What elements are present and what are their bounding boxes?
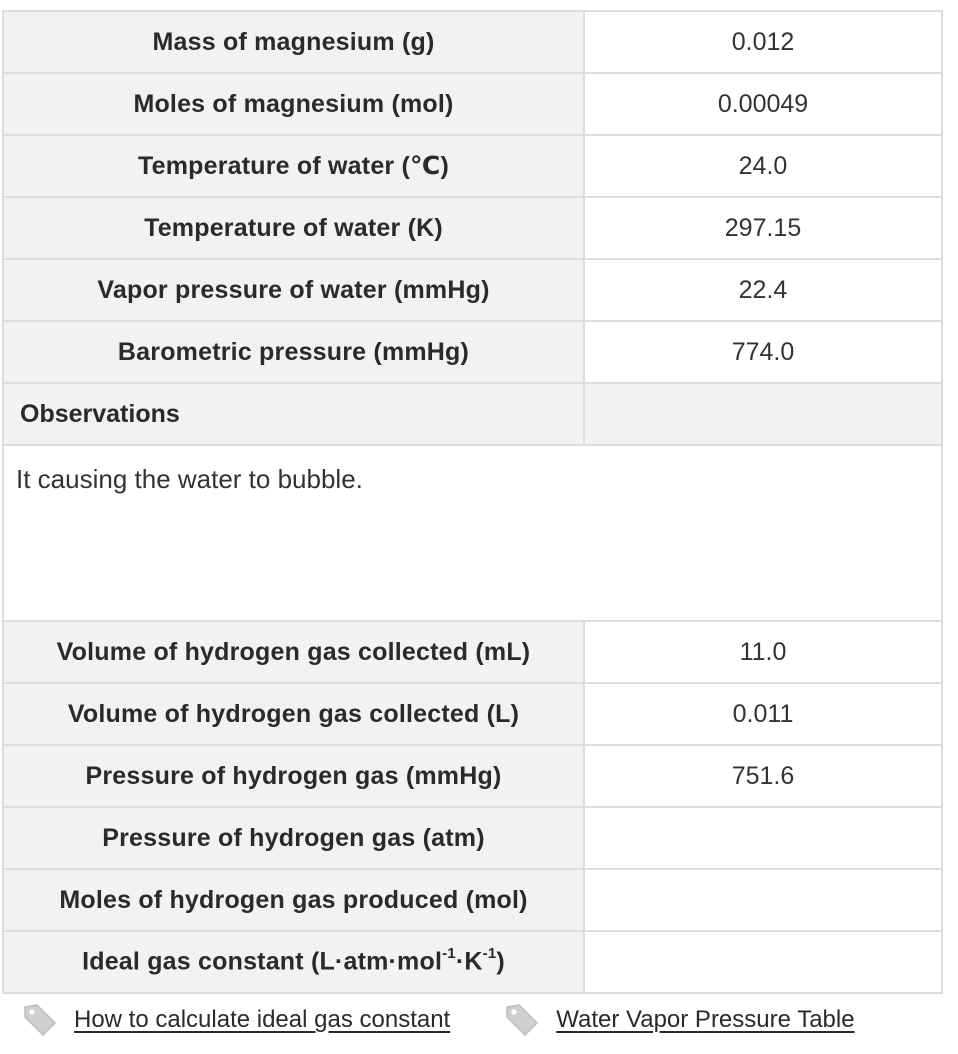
row-value <box>584 869 942 931</box>
table-row <box>3 135 942 197</box>
observations-text: It causing the water to bubble. <box>3 445 942 621</box>
table-row <box>3 259 942 321</box>
row-label: Barometric pressure (mmHg) <box>3 321 584 383</box>
lab-data-table <box>2 10 943 994</box>
row-label: Temperature of water (K) <box>3 197 584 259</box>
row-label: Moles of magnesium (mol) <box>3 73 584 135</box>
row-label: Pressure of hydrogen gas (mmHg) <box>3 745 584 807</box>
row-label: Mass of magnesium (g) <box>3 11 584 73</box>
gas-constant-exponent: -1 <box>482 945 497 963</box>
link-text[interactable]: How to calculate ideal gas constant <box>74 1006 451 1033</box>
link-water-vapor-table[interactable] <box>504 1002 854 1038</box>
related-links <box>22 1000 909 1040</box>
row-value: 11.0 <box>584 621 942 683</box>
table-row <box>3 683 942 745</box>
tag-icon <box>504 1002 540 1038</box>
table-row <box>3 621 942 683</box>
row-label: Pressure of hydrogen gas (atm) <box>3 807 584 869</box>
row-value: 0.012 <box>584 11 942 73</box>
row-label: Volume of hydrogen gas collected (L) <box>3 683 584 745</box>
row-label <box>3 931 584 993</box>
row-label: Volume of hydrogen gas collected (mL) <box>3 621 584 683</box>
row-value: 0.00049 <box>584 73 942 135</box>
table-row <box>3 11 942 73</box>
gas-constant-label-suffix: ) <box>496 947 505 976</box>
row-label: Vapor pressure of water (mmHg) <box>3 259 584 321</box>
table-row <box>3 807 942 869</box>
table-row <box>3 197 942 259</box>
row-value <box>584 931 942 993</box>
table-row <box>3 931 942 993</box>
row-value: 24.0 <box>584 135 942 197</box>
observations-row <box>3 445 942 621</box>
gas-constant-exponent: -1 <box>442 945 456 963</box>
table-row <box>3 745 942 807</box>
row-value: 751.6 <box>584 745 942 807</box>
table-row <box>3 73 942 135</box>
row-value: 774.0 <box>584 321 942 383</box>
row-value: 297.15 <box>584 197 942 259</box>
link-ideal-gas-constant[interactable] <box>22 1002 450 1038</box>
link-text[interactable]: Water Vapor Pressure Table <box>556 1006 855 1033</box>
tag-icon <box>22 1002 58 1038</box>
row-value <box>584 807 942 869</box>
observations-header-blank <box>584 383 942 445</box>
observations-header-row <box>3 383 942 445</box>
gas-constant-label-prefix: Ideal gas constant (L·atm·mol <box>82 947 443 976</box>
table-row <box>3 869 942 931</box>
table-row <box>3 321 942 383</box>
row-label: Temperature of water (℃) <box>3 135 584 197</box>
row-value: 22.4 <box>584 259 942 321</box>
row-label: Moles of hydrogen gas produced (mol) <box>3 869 584 931</box>
observations-heading: Observations <box>3 383 584 445</box>
row-value: 0.011 <box>584 683 942 745</box>
gas-constant-label-mid: ·K <box>455 947 483 976</box>
